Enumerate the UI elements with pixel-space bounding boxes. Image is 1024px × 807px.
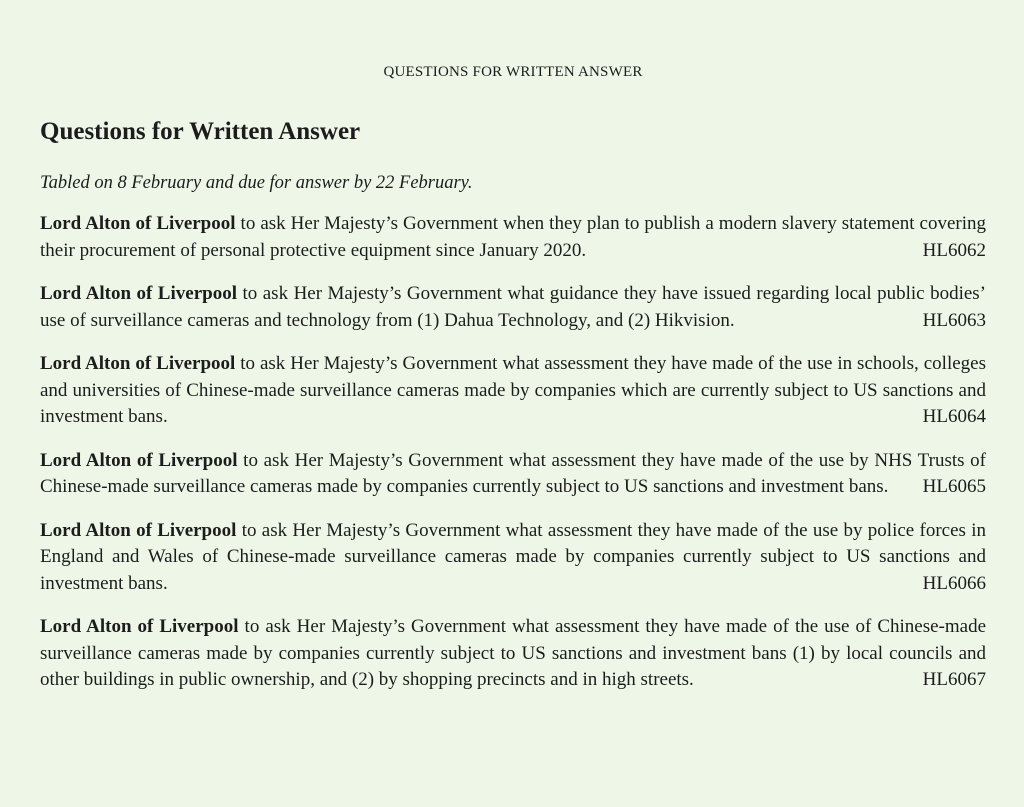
question-asker: Lord Alton of Liverpool xyxy=(40,283,237,304)
tabled-date-line: Tabled on 8 February and due for answer by 22 February. xyxy=(40,173,473,193)
question-asker: Lord Alton of Liverpool xyxy=(40,519,237,541)
question-text: to ask Her Majesty’s Government when they plan to publish a modern slavery statement covering their procurement of personal protective equipment since January 2020. xyxy=(40,213,987,261)
question-text: to ask Her Majesty’s Government what assessment they have made of the use by NHS Trusts of Chinese-made surveillance cameras made by companies currently subject to US sanctions and investment bans. xyxy=(40,449,986,497)
question-text: to ask Her Majesty’s Government what guidance they have issued regarding local public bodies’ use of surveillance cameras and technology from (1) Dahua Technology, and (2) Hikvision. xyxy=(40,283,987,331)
question-text: to ask Her Majesty’s Government what assessment they have made of the use in schools, colleges and universities of Chinese-made surveillance cameras made by companies which are currently subject to US sanctions and investment bans. xyxy=(40,353,986,427)
question-reference: HL6064 xyxy=(922,406,986,427)
page-title: Questions for Written Answer xyxy=(40,118,361,145)
questions-list xyxy=(40,211,986,711)
question-reference: HL6067 xyxy=(922,669,986,690)
question-reference: HL6063 xyxy=(922,309,986,331)
question-asker: Lord Alton of Liverpool xyxy=(40,213,236,234)
question-reference: HL6066 xyxy=(922,572,986,594)
question-asker: Lord Alton of Liverpool xyxy=(40,353,236,374)
question-item xyxy=(40,518,986,598)
question-reference: HL6062 xyxy=(922,239,986,261)
question-text: to ask Her Majesty’s Government what assessment they have made of the use of Chinese-made surveillance cameras made by companies currently subject to US sanctions and investment bans (1) by local councils and other buildings in public ownership, and (2) by shopping precincts and in high streets. xyxy=(40,616,987,690)
question-reference: HL6065 xyxy=(922,476,986,497)
running-head: QUESTIONS FOR WRITTEN ANSWER xyxy=(383,64,643,80)
question-asker: Lord Alton of Liverpool xyxy=(40,449,238,471)
question-asker: Lord Alton of Liverpool xyxy=(40,616,239,637)
document-page xyxy=(40,0,986,807)
question-item xyxy=(40,351,986,431)
question-item xyxy=(40,281,986,334)
question-text: to ask Her Majesty’s Government what assessment they have made of the use by police forces in England and Wales of Chinese-made surveillance cameras made by companies currently subject to US sanctions and investment bans. xyxy=(40,519,986,594)
question-item xyxy=(40,448,986,501)
question-item xyxy=(40,614,986,694)
question-item xyxy=(40,211,986,264)
